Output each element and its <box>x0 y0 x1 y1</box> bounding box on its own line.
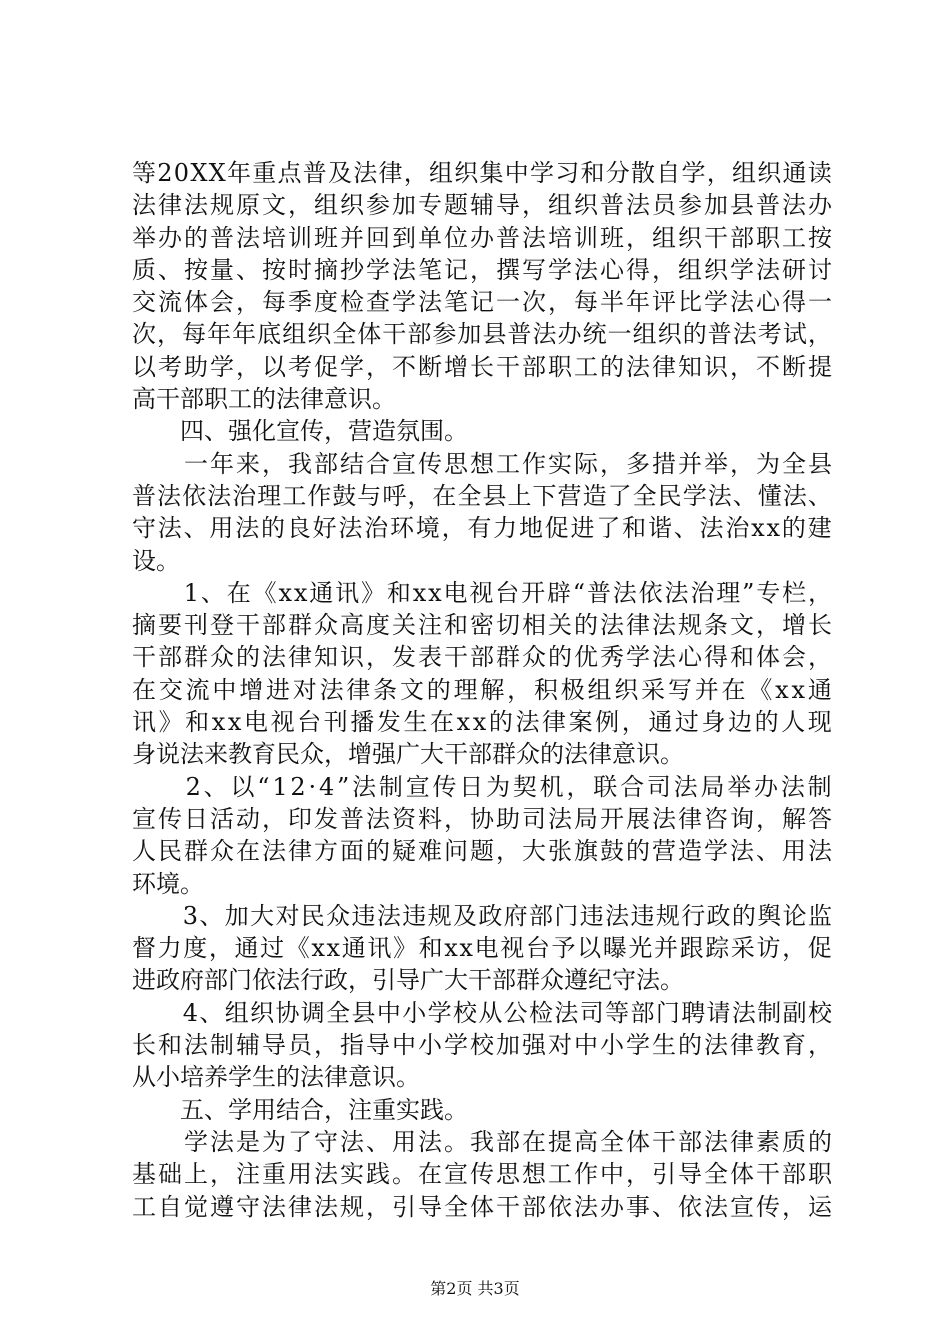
text-line: 普 法 依 法 治 理 工 作 鼓 与 呼 ， 在 全 县 上 下 营 造 了 全 民 学 法 、 懂 法 、 <box>132 481 832 510</box>
text-line: 3 、 加 大 对 民 众 违 法 违 规 及 政 府 部 门 违 法 违 规 行 政 的 舆 论 监 <box>182 901 832 930</box>
text-line: 摘 要 刊 登 干 部 群 众 高 度 关 注 和 密 切 相 关 的 法 律 法 规 条 文 ， 增 长 <box>132 611 832 640</box>
text-line: 次 ， 每 年 年 底 组 织 全 体 干 部 参 加 县 普 法 办 统 一 组 织 的 普 法 考 试 ， <box>132 320 832 349</box>
text-line: 从小培养学生的法律意识。 <box>132 1063 420 1092</box>
text-line: 工 自 觉 遵 守 法 律 法 规 ， 引 导 全 体 干 部 依 法 办 事 、 依 法 宣 传 ， 运 <box>132 1192 832 1221</box>
text-line: 法 律 法 规 原 文 ， 组 织 参 加 专 题 辅 导 ， 组 织 普 法 员 参 加 县 普 法 办 <box>132 191 832 220</box>
text-line: 身说法来教育民众，增强广大干部群众的法律意识。 <box>132 740 684 769</box>
text-line: 4 、 组 织 协 调 全 县 中 小 学 校 从 公 检 法 司 等 部 门 聘 请 法 制 副 校 <box>182 998 832 1027</box>
text-line: 在 交 流 中 增 进 对 法 律 条 文 的 理 解 ， 积 极 组 织 采 写 并 在 《 x x 通 <box>132 675 832 704</box>
text-line: 干 部 群 众 的 法 律 知 识 ， 发 表 干 部 群 众 的 优 秀 学 法 心 得 和 体 会 ， <box>132 643 832 672</box>
text-line: 以 考 助 学 ， 以 考 促 学 ， 不 断 增 长 干 部 职 工 的 法 律 知 识 ， 不 断 提 <box>132 352 832 381</box>
text-line: 1 、 在 《 x x 通 讯 》 和 x x 电 视 台 开 辟 “ 普 法 依 法 治 理 ” 专 栏 ， <box>183 578 832 607</box>
text-line: 举 办 的 普 法 培 训 班 并 回 到 单 位 办 普 法 培 训 班 ， 组 织 干 部 职 工 按 <box>132 223 832 252</box>
text-line: 宣 传 日 活 动 ， 印 发 普 法 资 料 ， 协 助 司 法 局 开 展 法 律 咨 询 ， 解 答 <box>132 804 832 833</box>
text-line: 等 2 0 X X 年 重 点 普 及 法 律 ， 组 织 集 中 学 习 和 分 散 自 学 ， 组 织 通 读 <box>132 159 832 187</box>
text-line: 进政府部门依法行政，引导广大干部群众遵纪守法。 <box>132 966 684 995</box>
text-line: 高干部职工的法律意识。 <box>132 385 396 414</box>
text-line: 五、学用结合，注重实践。 <box>132 1095 468 1124</box>
text-line: 守 法 、 用 法 的 良 好 法 治 环 境 ， 有 力 地 促 进 了 和 谐 、 法 治 x x 的 建 <box>132 514 832 543</box>
text-line: 长 和 法 制 辅 导 员 ， 指 导 中 小 学 校 加 强 对 中 小 学 生 的 法 律 教 育 ， <box>132 1031 832 1060</box>
text-line: 人 民 群 众 在 法 律 方 面 的 疑 难 问 题 ， 大 张 旗 鼓 的 营 造 学 法 、 用 法 <box>132 837 832 866</box>
text-line: 督 力 度 ， 通 过 《 x x 通 讯 》 和 x x 电 视 台 予 以 曝 光 并 跟 踪 采 访 ， 促 <box>132 934 832 963</box>
text-line: 讯 》 和 x x 电 视 台 刊 播 发 生 在 x x 的 法 律 案 例 ， 通 过 身 边 的 人 现 <box>132 708 832 737</box>
text-line: 学 法 是 为 了 守 法 、 用 法 。 我 部 在 提 高 全 体 干 部 法 律 素 质 的 <box>184 1127 832 1156</box>
text-line: 质 、 按 量 、 按 时 摘 抄 学 法 笔 记 ， 撰 写 学 法 心 得 ， 组 织 学 法 研 讨 <box>132 255 832 284</box>
text-line: 基 础 上 ， 注 重 用 法 实 践 。 在 宣 传 思 想 工 作 中 ， 引 导 全 体 干 部 职 <box>132 1160 832 1189</box>
text-line: 四、强化宣传，营造氛围。 <box>132 417 468 446</box>
body-text <box>132 157 832 1223</box>
text-line: 环境。 <box>132 869 204 898</box>
text-line: 2 、 以 “ 1 2 · 4 ” 法 制 宣 传 日 为 契 机 ， 联 合 司 法 局 举 办 法 制 <box>185 772 832 801</box>
page-footer: 第2页 共3页 <box>430 1279 520 1298</box>
text-line: 交 流 体 会 ， 每 季 度 检 查 学 法 笔 记 一 次 ， 每 半 年 评 比 学 法 心 得 一 <box>132 288 832 317</box>
text-line: 一 年 来 ， 我 部 结 合 宣 传 思 想 工 作 实 际 ， 多 措 并 举 ， 为 全 县 <box>184 449 832 478</box>
text-line: 设。 <box>132 546 180 575</box>
